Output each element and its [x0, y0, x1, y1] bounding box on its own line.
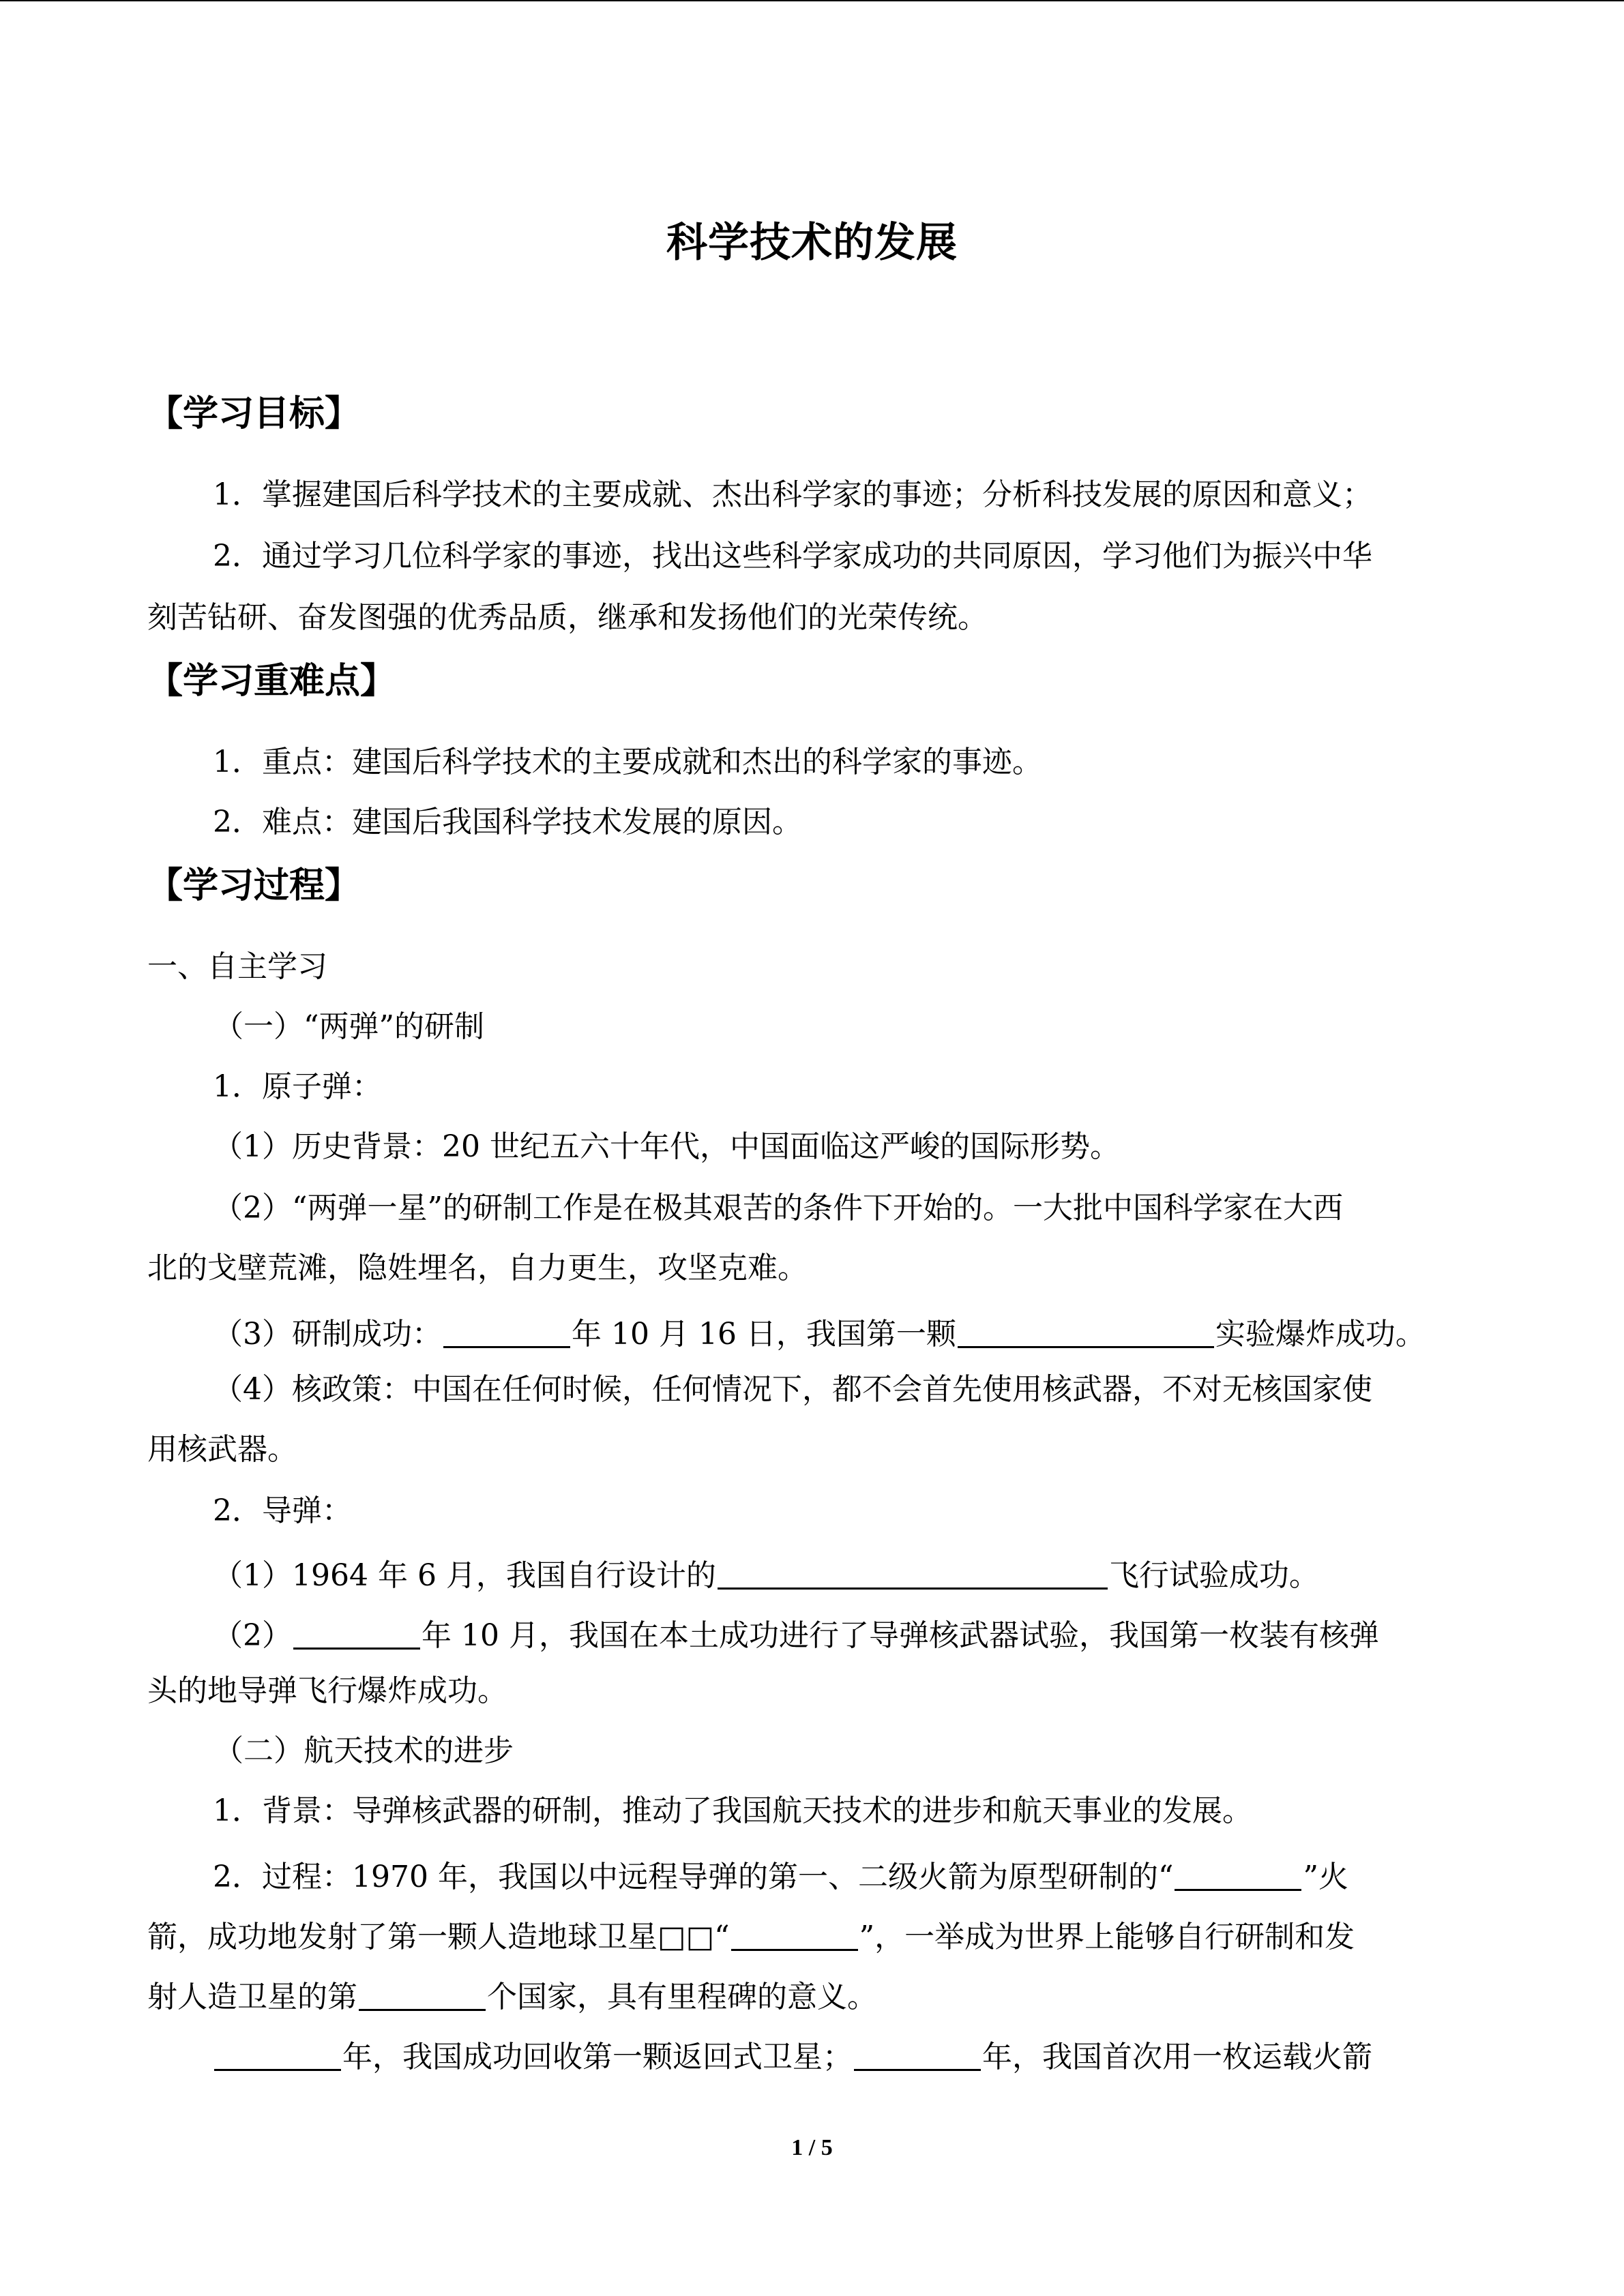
keypoint-2: 2．难点：建国后我国科学技术发展的原因。	[213, 805, 802, 839]
space-item-3-suffix: 年，我国首次用一枚运载火箭	[982, 2040, 1372, 2074]
space-item-2b-suffix: ”，一举成为世界上能够自行研制和发	[859, 1920, 1355, 1954]
space-item-2-line-b	[147, 1912, 1477, 1958]
atom-item-3-suffix: 实验爆炸成功。	[1215, 1317, 1426, 1352]
atom-item-1: （1）历史背景：20 世纪五六十年代，中国面临这严峻的国际形势。	[213, 1129, 1120, 1164]
blank-rocket-name[interactable]	[1175, 1856, 1301, 1891]
atom-item-3	[213, 1309, 1477, 1355]
heading-objectives: 【学习目标】	[147, 393, 361, 434]
space-item-3	[213, 2032, 1477, 2078]
objective-2-line-b: 刻苦钻研、奋发图强的优秀品质，继承和发扬他们的光荣传统。	[147, 600, 988, 635]
blank-atom-bomb[interactable]	[958, 1313, 1214, 1348]
subsection-1: （一）“两弹”的研制	[213, 1009, 484, 1044]
missile-item-2-line-a	[213, 1611, 1477, 1656]
objective-2-line-a: 2．通过学习几位科学家的事迹，找出这些科学家成功的共同原因，学习他们为振兴中华	[213, 539, 1372, 573]
missile-item-1-prefix: （1）1964 年 6 月，我国自行设计的	[213, 1558, 716, 1593]
objective-1: 1．掌握建国后科学技术的主要成就、杰出科学家的事迹；分析科技发展的原因和意义；	[213, 477, 1372, 512]
atom-item-4-line-a: （4）核政策：中国在任何时候，任何情况下，都不会首先使用核武器，不对无核国家使	[213, 1372, 1372, 1407]
space-item-3-middle: 年，我国成功回收第一颗返回式卫星；	[342, 2040, 853, 2074]
atom-item-2-line-a: （2）“两弹一星”的研制工作是在极其艰苦的条件下开始的。一大批中国科学家在大西	[213, 1191, 1343, 1225]
atom-bomb-label: 1．原子弹：	[213, 1069, 382, 1104]
blank-atom-year[interactable]	[443, 1313, 570, 1348]
atom-item-3-middle: 年 10 月 16 日，我国第一颗	[572, 1317, 956, 1352]
blank-missile-name[interactable]	[718, 1555, 1108, 1590]
space-item-1: 1．背景：导弹核武器的研制，推动了我国航天技术的进步和航天事业的发展。	[213, 1793, 1252, 1828]
heading-process: 【学习过程】	[147, 865, 361, 906]
keypoint-1: 1．重点：建国后科学技术的主要成就和杰出的科学家的事迹。	[213, 745, 1042, 779]
space-item-2-line-c	[147, 1972, 1477, 2018]
part-1-label: 一、自主学习	[147, 949, 327, 984]
page-number: 1 / 5	[791, 2135, 833, 2160]
missile-item-2-suffix: 年 10 月，我国在本土成功进行了导弹核武器试验，我国第一枚装有核弹	[422, 1618, 1379, 1653]
atom-item-3-prefix: （3）研制成功：	[213, 1317, 442, 1352]
top-border	[0, 0, 1624, 1]
space-item-2c-suffix: 个国家，具有里程碑的意义。	[487, 1980, 877, 2014]
space-item-2b-prefix: 箭，成功地发射了第一颗人造地球卫星□□“	[147, 1920, 730, 1954]
missile-item-1-suffix: 飞行试验成功。	[1108, 1558, 1319, 1593]
document-title: 科学技术的发展	[666, 219, 958, 267]
missile-item-1	[213, 1551, 1477, 1596]
blank-satellite-name[interactable]	[731, 1916, 858, 1951]
heading-keypoints: 【学习重难点】	[147, 661, 396, 702]
atom-item-4-line-b: 用核武器。	[147, 1432, 297, 1467]
blank-launch-year[interactable]	[854, 2036, 981, 2071]
atom-item-2-line-b: 北的戈壁荒滩，隐姓埋名，自力更生，攻坚克难。	[147, 1251, 808, 1285]
missile-item-2-prefix: （2）	[213, 1618, 292, 1653]
blank-missile-year[interactable]	[293, 1615, 420, 1650]
space-item-2-suffix: ”火	[1303, 1860, 1348, 1894]
blank-recovery-year[interactable]	[214, 2036, 341, 2071]
space-item-2-line-a	[213, 1852, 1477, 1898]
missile-label: 2．导弹：	[213, 1493, 352, 1528]
space-item-2c-prefix: 射人造卫星的第	[147, 1980, 357, 2014]
missile-item-2-line-b: 头的地导弹飞行爆炸成功。	[147, 1673, 507, 1708]
subsection-2: （二）航天技术的进步	[213, 1733, 514, 1768]
blank-country-rank[interactable]	[359, 1976, 486, 2011]
space-item-2-prefix: 2．过程：1970 年，我国以中远程导弹的第一、二级火箭为原型研制的“	[213, 1860, 1174, 1894]
